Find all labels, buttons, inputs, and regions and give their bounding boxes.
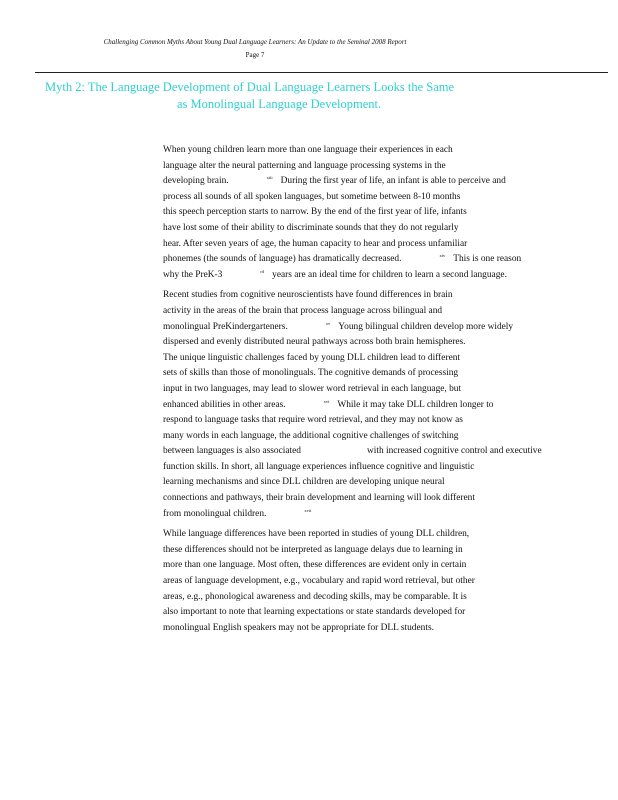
text-line bbox=[163, 398, 583, 414]
line-text: While language differences have been reported in studies of young DLL children, bbox=[163, 529, 470, 540]
text-line bbox=[163, 491, 583, 507]
line-text: activity in the areas of the brain that process language across bilingual and bbox=[163, 305, 443, 316]
text-line bbox=[163, 159, 583, 175]
line-text: hear. After seven years of age, the human capacity to hear and process unfamiliar bbox=[163, 238, 468, 249]
line-text: have lost some of their ability to discriminate sounds that they do not regularly bbox=[163, 222, 459, 233]
running-header: Challenging Common Myths About Young Dual Language Learners: An Update to the Seminal 2008 Report bbox=[103, 38, 407, 46]
text-line bbox=[163, 366, 583, 382]
paragraph bbox=[163, 143, 583, 283]
text-line bbox=[163, 429, 583, 445]
text-line bbox=[163, 574, 583, 590]
text-line bbox=[163, 558, 583, 574]
paragraph bbox=[163, 288, 583, 522]
text-line bbox=[163, 507, 583, 523]
text-line bbox=[163, 413, 583, 429]
line-text: process all sounds of all spoken languages, but sometime between 8-10 months bbox=[163, 191, 461, 202]
line-text: During the first year of life, an infant is able to perceive and bbox=[280, 176, 506, 187]
paragraph bbox=[163, 527, 583, 636]
line-text: This is one reason bbox=[453, 254, 522, 265]
text-line bbox=[163, 205, 583, 221]
line-text: between languages is also associated bbox=[163, 446, 301, 457]
line-text: While it may take DLL children longer to bbox=[337, 399, 494, 410]
line-text: respond to language tasks that require word retrieval, and they may not know as bbox=[163, 415, 463, 426]
line-text: Recent studies from cognitive neuroscientists have found differences in brain bbox=[163, 290, 453, 301]
line-text: this speech perception starts to narrow. By the end of the first year of life, infants bbox=[163, 207, 467, 218]
footnote-marker: xiii bbox=[266, 175, 273, 181]
text-line bbox=[163, 475, 583, 491]
section-title-line-1: Myth 2: The Language Development of Dual Language Learners Looks the Same bbox=[45, 80, 455, 94]
footnote-marker: xvi bbox=[323, 398, 330, 404]
text-line bbox=[163, 268, 583, 284]
line-text: dispersed and evenly distributed neural pathways across both brain hemispheres. bbox=[163, 337, 466, 348]
document-body bbox=[163, 143, 583, 641]
text-line bbox=[163, 190, 583, 206]
footnote-marker: rd bbox=[260, 268, 265, 274]
text-line bbox=[163, 382, 583, 398]
footnote-marker: xv bbox=[325, 320, 331, 326]
text-line bbox=[163, 304, 583, 320]
footnote-marker: xiv bbox=[439, 253, 446, 259]
text-line bbox=[163, 351, 583, 367]
line-text: with increased cognitive control and executive bbox=[366, 446, 542, 457]
text-line bbox=[163, 237, 583, 253]
line-text: from monolingual children. bbox=[163, 508, 267, 519]
line-text: developing brain. bbox=[163, 176, 229, 187]
line-text: The unique linguistic challenges faced by young DLL children lead to different bbox=[163, 352, 461, 363]
text-line bbox=[163, 174, 583, 190]
line-text: years are an ideal time for children to learn a second language. bbox=[272, 269, 507, 280]
text-line bbox=[163, 527, 583, 543]
text-line bbox=[163, 621, 583, 637]
text-line bbox=[163, 444, 583, 460]
text-line bbox=[163, 320, 583, 336]
line-text: these differences should not be interpreted as language delays due to learning in bbox=[163, 544, 463, 555]
text-line bbox=[163, 221, 583, 237]
text-line bbox=[163, 143, 583, 159]
line-text: connections and pathways, their brain development and learning will look different bbox=[163, 493, 475, 504]
line-text: learning mechanisms and since DLL children are developing unique neural bbox=[163, 477, 445, 488]
text-line bbox=[163, 590, 583, 606]
text-line bbox=[163, 335, 583, 351]
line-text: language alter the neural patterning and language processing systems in the bbox=[163, 160, 446, 171]
line-text: Young bilingual children develop more widely bbox=[338, 321, 514, 332]
line-text: more than one language. Most often, these differences are evident only in certain bbox=[163, 560, 467, 571]
line-text: areas, e.g., phonological awareness and decoding skills, may be comparable. It is bbox=[163, 591, 467, 602]
line-text: When young children learn more than one language their experiences in each bbox=[163, 145, 453, 155]
section-title-line-2: as Monolingual Language Development. bbox=[177, 97, 382, 111]
footnote-marker: xvii bbox=[304, 507, 312, 513]
header-divider bbox=[35, 72, 608, 73]
text-line bbox=[163, 605, 583, 621]
text-line bbox=[163, 460, 583, 476]
line-text: phonemes (the sounds of language) has dramatically decreased. bbox=[163, 254, 402, 265]
line-text: input in two languages, may lead to slower word retrieval in each language, but bbox=[163, 383, 462, 394]
text-line bbox=[163, 252, 583, 268]
line-text: function skills. In short, all language experiences influence cognitive and linguistic bbox=[163, 461, 475, 472]
line-text: many words in each language, the additional cognitive challenges of switching bbox=[163, 430, 459, 441]
line-text: sets of skills than those of monolinguals. The cognitive demands of processing bbox=[163, 368, 459, 379]
text-line bbox=[163, 288, 583, 304]
line-text: enhanced abilities in other areas. bbox=[163, 399, 286, 410]
line-text: also important to note that learning expectations or state standards developed for bbox=[163, 607, 466, 618]
line-text: why the PreK-3 bbox=[163, 269, 223, 280]
text-line bbox=[163, 543, 583, 559]
line-text: monolingual PreKindergarteners. bbox=[163, 321, 288, 332]
page-number: Page 7 bbox=[245, 51, 265, 59]
line-text: monolingual English speakers may not be appropriate for DLL students. bbox=[163, 622, 434, 633]
line-text: areas of language development, e.g., vocabulary and rapid word retrieval, but other bbox=[163, 576, 475, 587]
